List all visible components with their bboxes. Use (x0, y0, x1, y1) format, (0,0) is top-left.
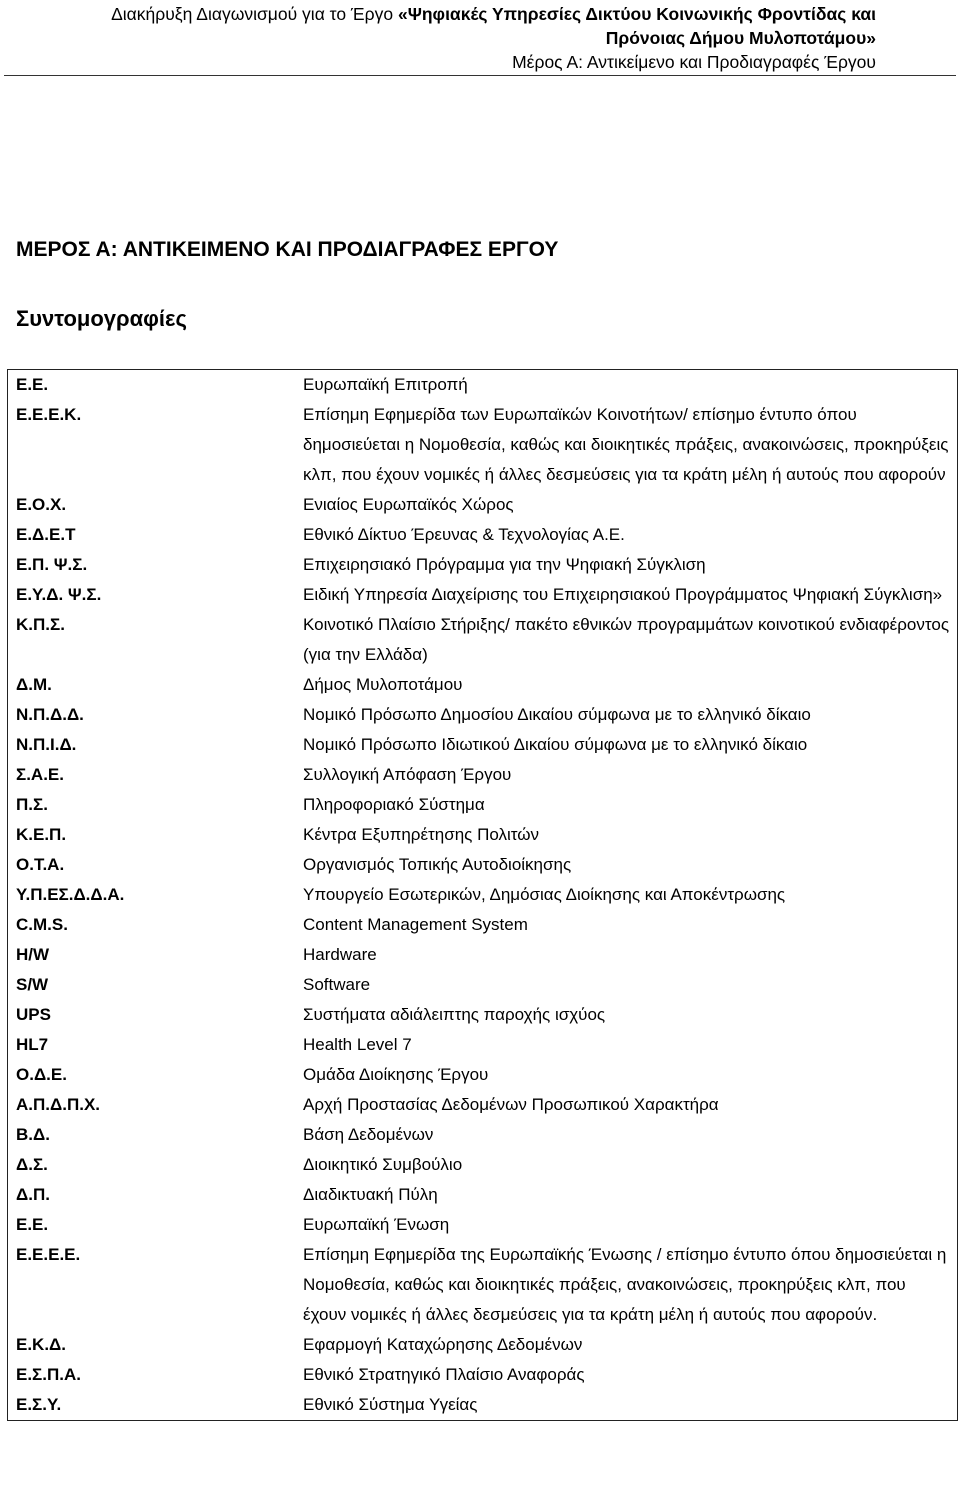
abbreviation-term: HL7 (16, 1035, 49, 1054)
abbreviation-definition: Οργανισμός Τοπικής Αυτοδιοίκησης (303, 855, 572, 874)
abbreviation-definition: Εφαρμογή Καταχώρησης Δεδομένων (303, 1335, 583, 1354)
abbreviation-definition: Κέντρα Εξυπηρέτησης Πολιτών (303, 825, 539, 844)
abbreviation-definition: Συστήματα αδιάλειπτης παροχής ισχύος (303, 1005, 606, 1024)
header-line-1-bold: «Ψηφιακές Υπηρεσίες Δικτύου Κοινωνικής Φροντίδας και (397, 4, 876, 24)
table-row (8, 520, 958, 550)
abbreviation-term: Δ.Σ. (16, 1155, 48, 1174)
abbreviation-definition: Διοικητικό Συμβούλιο (303, 1155, 463, 1174)
abbreviations-heading: Συντομογραφίες (16, 306, 187, 331)
abbreviation-definition: Ειδική Υπηρεσία Διαχείρισης του Επιχειρησιακού Προγράμματος Ψηφιακή Σύγκλιση» (303, 585, 943, 604)
table-row (8, 940, 958, 970)
abbreviation-definition: Επιχειρησιακό Πρόγραμμα για την Ψηφιακή Σύγκλιση (303, 555, 706, 574)
table-row (8, 1090, 958, 1120)
header-line-1 (0, 2, 876, 26)
abbreviation-term: Ε.Ο.Χ. (16, 495, 67, 514)
abbreviation-term: Ο.Δ.Ε. (16, 1065, 67, 1084)
abbreviation-definition: Ενιαίος Ευρωπαϊκός Χώρος (303, 495, 514, 514)
abbreviation-definition: Βάση Δεδομένων (303, 1125, 434, 1144)
abbreviation-definition: Ευρωπαϊκή Ένωση (303, 1215, 450, 1234)
abbreviations-table-body (8, 370, 958, 1421)
abbreviation-term: Ε.Υ.Δ. Ψ.Σ. (16, 585, 102, 604)
page-header (0, 0, 960, 74)
abbreviation-definition: Εθνικό Στρατηγικό Πλαίσιο Αναφοράς (303, 1365, 585, 1384)
abbreviation-term: H/W (16, 945, 50, 964)
abbreviation-definition: Διαδικτυακή Πύλη (303, 1185, 438, 1204)
abbreviation-term: Σ.Α.Ε. (16, 765, 64, 784)
abbreviations-table (7, 369, 958, 1421)
abbreviation-definition: Νομικό Πρόσωπο Δημοσίου Δικαίου σύμφωνα με το ελληνικό δίκαιο (303, 705, 811, 724)
abbreviation-definition: Hardware (303, 945, 377, 964)
abbreviation-definition: Επίσημη Εφημερίδα της Ευρωπαϊκής Ένωσης / επίσημο έντυπο όπου δημοσιεύεται η Νομοθεσία, καθώς και διοικητικές πράξεις, ανακοινώσεις, προκηρύξεις κλπ, που έχουν νομικές ή άλλες δεσμεύσεις για τα κράτη μέλη ή αυτούς που αφορούν. (303, 1245, 947, 1324)
abbreviation-term: Ν.Π.Ι.Δ. (16, 735, 77, 754)
abbreviation-term: Ε.Π. Ψ.Σ. (16, 555, 88, 574)
header-line-2: Πρόνοιας Δήμου Μυλοποτάμου» (605, 28, 876, 48)
abbreviation-term: Ε.Ε. (16, 375, 49, 394)
abbreviation-definition: Επίσημη Εφημερίδα των Ευρωπαϊκών Κοινοτήτων/ επίσημο έντυπο όπου δημοσιεύεται η Νομοθεσία, καθώς και διοικητικές πράξεις, ανακοινώσεις, προκηρύξεις κλπ, που έχουν νομικές ή άλλες δεσμεύσεις για τα κράτη μέλη ή αυτούς που αφορούν (303, 405, 949, 484)
abbreviation-definition: Εθνικό Σύστημα Υγείας (303, 1395, 478, 1414)
header-line-1-prefix: Διακήρυξη Διαγωνισμού για το Έργο (111, 4, 398, 24)
abbreviation-definition: Συλλογική Απόφαση Έργου (303, 765, 512, 784)
abbreviation-term: Δ.Π. (16, 1185, 50, 1204)
header-line-3: Μέρος Α: Αντικείμενο και Προδιαγραφές Έργου (512, 52, 876, 72)
table-row (8, 700, 958, 730)
abbreviation-definition: Health Level 7 (303, 1035, 412, 1054)
abbreviation-term: UPS (16, 1005, 51, 1024)
abbreviation-term: C.M.S. (16, 915, 68, 934)
table-row (8, 850, 958, 880)
table-row (8, 910, 958, 940)
table-row (8, 1030, 958, 1060)
table-row (8, 760, 958, 790)
table-row (8, 1360, 958, 1390)
table-row (8, 610, 958, 670)
table-row (8, 1150, 958, 1180)
section-title: ΜΕΡΟΣ Α: ΑΝΤΙΚΕΙΜΕΝΟ ΚΑΙ ΠΡΟΔΙΑΓΡΑΦΕΣ ΕΡΓΟΥ (16, 238, 559, 261)
table-row (8, 1390, 958, 1421)
table-row (8, 490, 958, 520)
abbreviation-term: Ε.Ε. (16, 1215, 49, 1234)
table-row (8, 970, 958, 1000)
abbreviation-definition: Πληροφοριακό Σύστημα (303, 795, 485, 814)
abbreviation-term: Υ.Π.ΕΣ.Δ.Δ.Α. (16, 885, 125, 904)
abbreviation-term: Δ.Μ. (16, 675, 52, 694)
abbreviation-definition: Νομικό Πρόσωπο Ιδιωτικού Δικαίου σύμφωνα με το ελληνικό δίκαιο (303, 735, 808, 754)
table-row (8, 1330, 958, 1360)
table-row (8, 370, 958, 401)
table-row (8, 550, 958, 580)
abbreviation-term: Α.Π.Δ.Π.Χ. (16, 1095, 101, 1114)
abbreviation-term: Ο.Τ.Α. (16, 855, 65, 874)
table-row (8, 1000, 958, 1030)
table-row (8, 1180, 958, 1210)
table-row (8, 1060, 958, 1090)
abbreviation-term: S/W (16, 975, 49, 994)
header-divider (4, 75, 956, 76)
table-row (8, 670, 958, 700)
abbreviation-definition: Αρχή Προστασίας Δεδομένων Προσωπικού Χαρακτήρα (303, 1095, 719, 1114)
abbreviation-definition: Υπουργείο Εσωτερικών, Δημόσιας Διοίκησης και Αποκέντρωσης (303, 885, 786, 904)
abbreviation-definition: Software (303, 975, 371, 994)
abbreviation-term: Ε.Κ.Δ. (16, 1335, 67, 1354)
abbreviation-term: Ε.Σ.Π.Α. (16, 1365, 81, 1384)
table-row (8, 730, 958, 760)
table-row (8, 790, 958, 820)
abbreviation-term: Ε.Σ.Υ. (16, 1395, 62, 1414)
abbreviation-term: Κ.Π.Σ. (16, 615, 65, 634)
abbreviation-term: Ν.Π.Δ.Δ. (16, 705, 84, 724)
abbreviation-definition: Content Management System (303, 915, 528, 934)
table-row (8, 400, 958, 490)
abbreviation-term: Β.Δ. (16, 1125, 50, 1144)
abbreviation-term: Π.Σ. (16, 795, 48, 814)
abbreviation-definition: Ομάδα Διοίκησης Έργου (303, 1065, 489, 1084)
abbreviation-definition: Ευρωπαϊκή Επιτροπή (303, 375, 468, 394)
table-row (8, 880, 958, 910)
abbreviation-definition: Δήμος Μυλοποτάμου (303, 675, 463, 694)
abbreviation-term: Ε.Ε.Ε.Κ. (16, 405, 82, 424)
table-row (8, 580, 958, 610)
abbreviation-term: Κ.Ε.Π. (16, 825, 67, 844)
table-row (8, 1120, 958, 1150)
abbreviation-definition: Κοινοτικό Πλαίσιο Στήριξης/ πακέτο εθνικών προγραμμάτων κοινοτικού ενδιαφέροντος (για την Ελλάδα) (303, 615, 950, 664)
abbreviation-definition: Εθνικό Δίκτυο Έρευνας & Τεχνολογίας Α.Ε. (303, 525, 625, 544)
table-row (8, 820, 958, 850)
table-row (8, 1240, 958, 1330)
abbreviation-term: Ε.Ε.Ε.Ε. (16, 1245, 81, 1264)
abbreviation-term: Ε.Δ.Ε.Τ (16, 525, 76, 544)
table-row (8, 1210, 958, 1240)
